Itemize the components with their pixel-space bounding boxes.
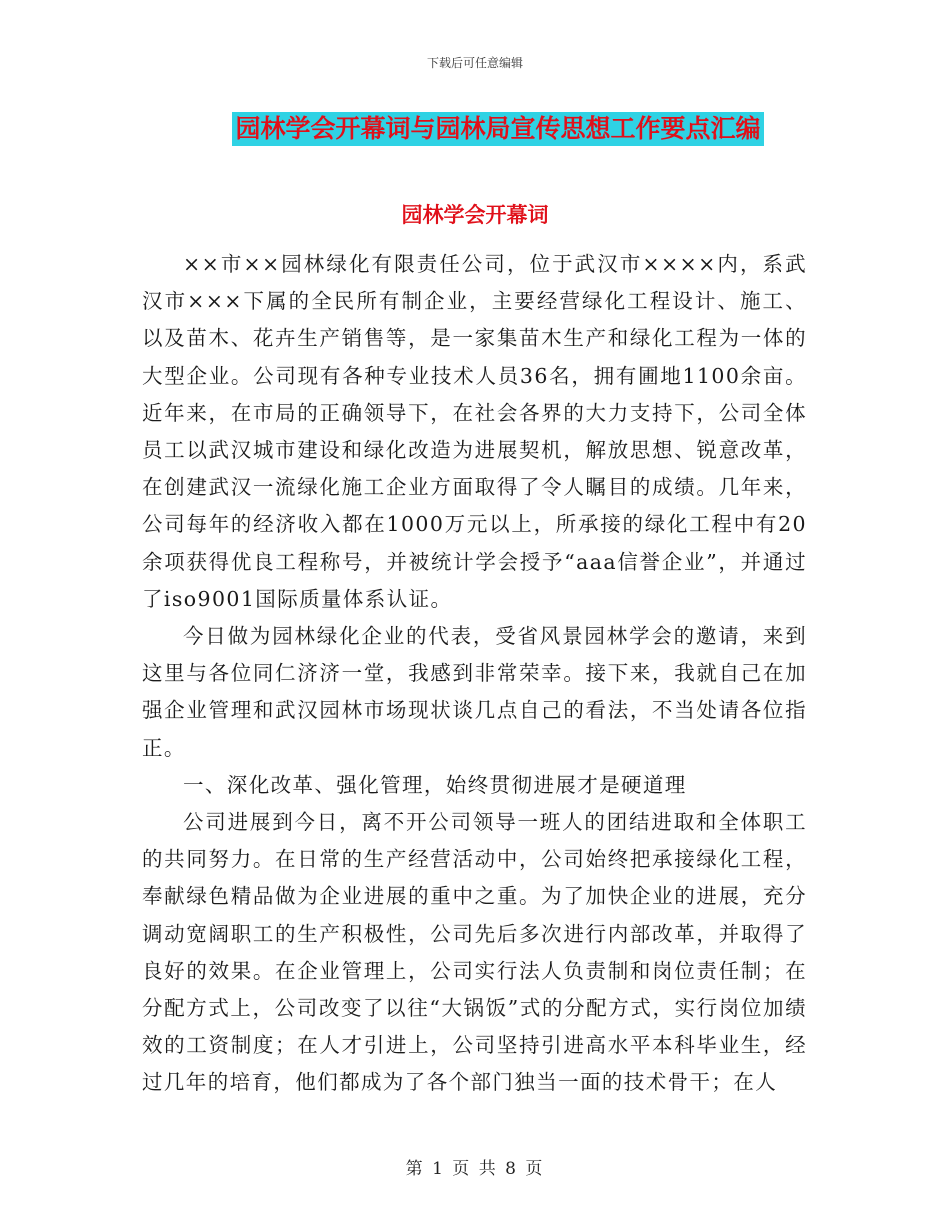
section-title: 园林学会开幕词 xyxy=(401,203,549,227)
body-paragraph: 公司进展到今日，离不开公司领导一班人的团结进取和全体职工的共同努力。在日常的生产经营活动中，公司始终把承接绿化工程，奉献绿色精品做为企业进展的重中之重。为了加快企业的进展，充分调动宽阔职工的生产积极性，公司先后多次进行内部改革，并取得了良好的效果。在企业管理上，公司实行法人负责制和岗位责任制；在分配方式上，公司改变了以往“大锅饭”式的分配方式，实行岗位加绩效的工资制度；在人才引进上，公司坚持引进高水平本科毕业生，经过几年的培育，他们都成为了各个部门独当一面的技术骨干；在人 xyxy=(142,810,807,1095)
document-title-container xyxy=(0,112,950,146)
body-paragraph: ××市××园林绿化有限责任公司，位于武汉市××××内，系武汉市×××下属的全民所有制企业，主要经营绿化工程设计、施工、以及苗木、花卉生产销售等，是一家集苗木生产和绿化工程为一体的大型企业。公司现有各种专业技术人员36名，拥有圃地1100余亩。近年来，在市局的正确领导下，在社会各界的大力支持下，公司全体员工以武汉城市建设和绿化改造为进展契机，解放思想、锐意改革，在创建武汉一流绿化施工企业方面取得了令人瞩目的成绩。几年来，公司每年的经济收入都在1000万元以上，所承接的绿化工程中有20余项获得优良工程称号，并被统计学会授予“aaa信誉企业”，并通过了iso9001国际质量体系认证。 xyxy=(142,252,807,611)
page-number-footer: 第 1 页 共 8 页 xyxy=(405,1159,545,1179)
body-paragraph: 今日做为园林绿化企业的代表，受省风景园林学会的邀请，来到这里与各位同仁济济一堂，我感到非常荣幸。接下来，我就自己在加强企业管理和武汉园林市场现状谈几点自己的看法，不当处请各位指正。 xyxy=(142,624,807,760)
section-heading: 一、深化改革、强化管理，始终贯彻进展才是硬道理 xyxy=(183,772,687,797)
document-body xyxy=(142,246,807,1102)
page-header-note: 下载后可任意编辑 xyxy=(426,56,523,70)
document-title: 园林学会开幕词与园林局宣传思想工作要点汇编 xyxy=(232,112,763,146)
